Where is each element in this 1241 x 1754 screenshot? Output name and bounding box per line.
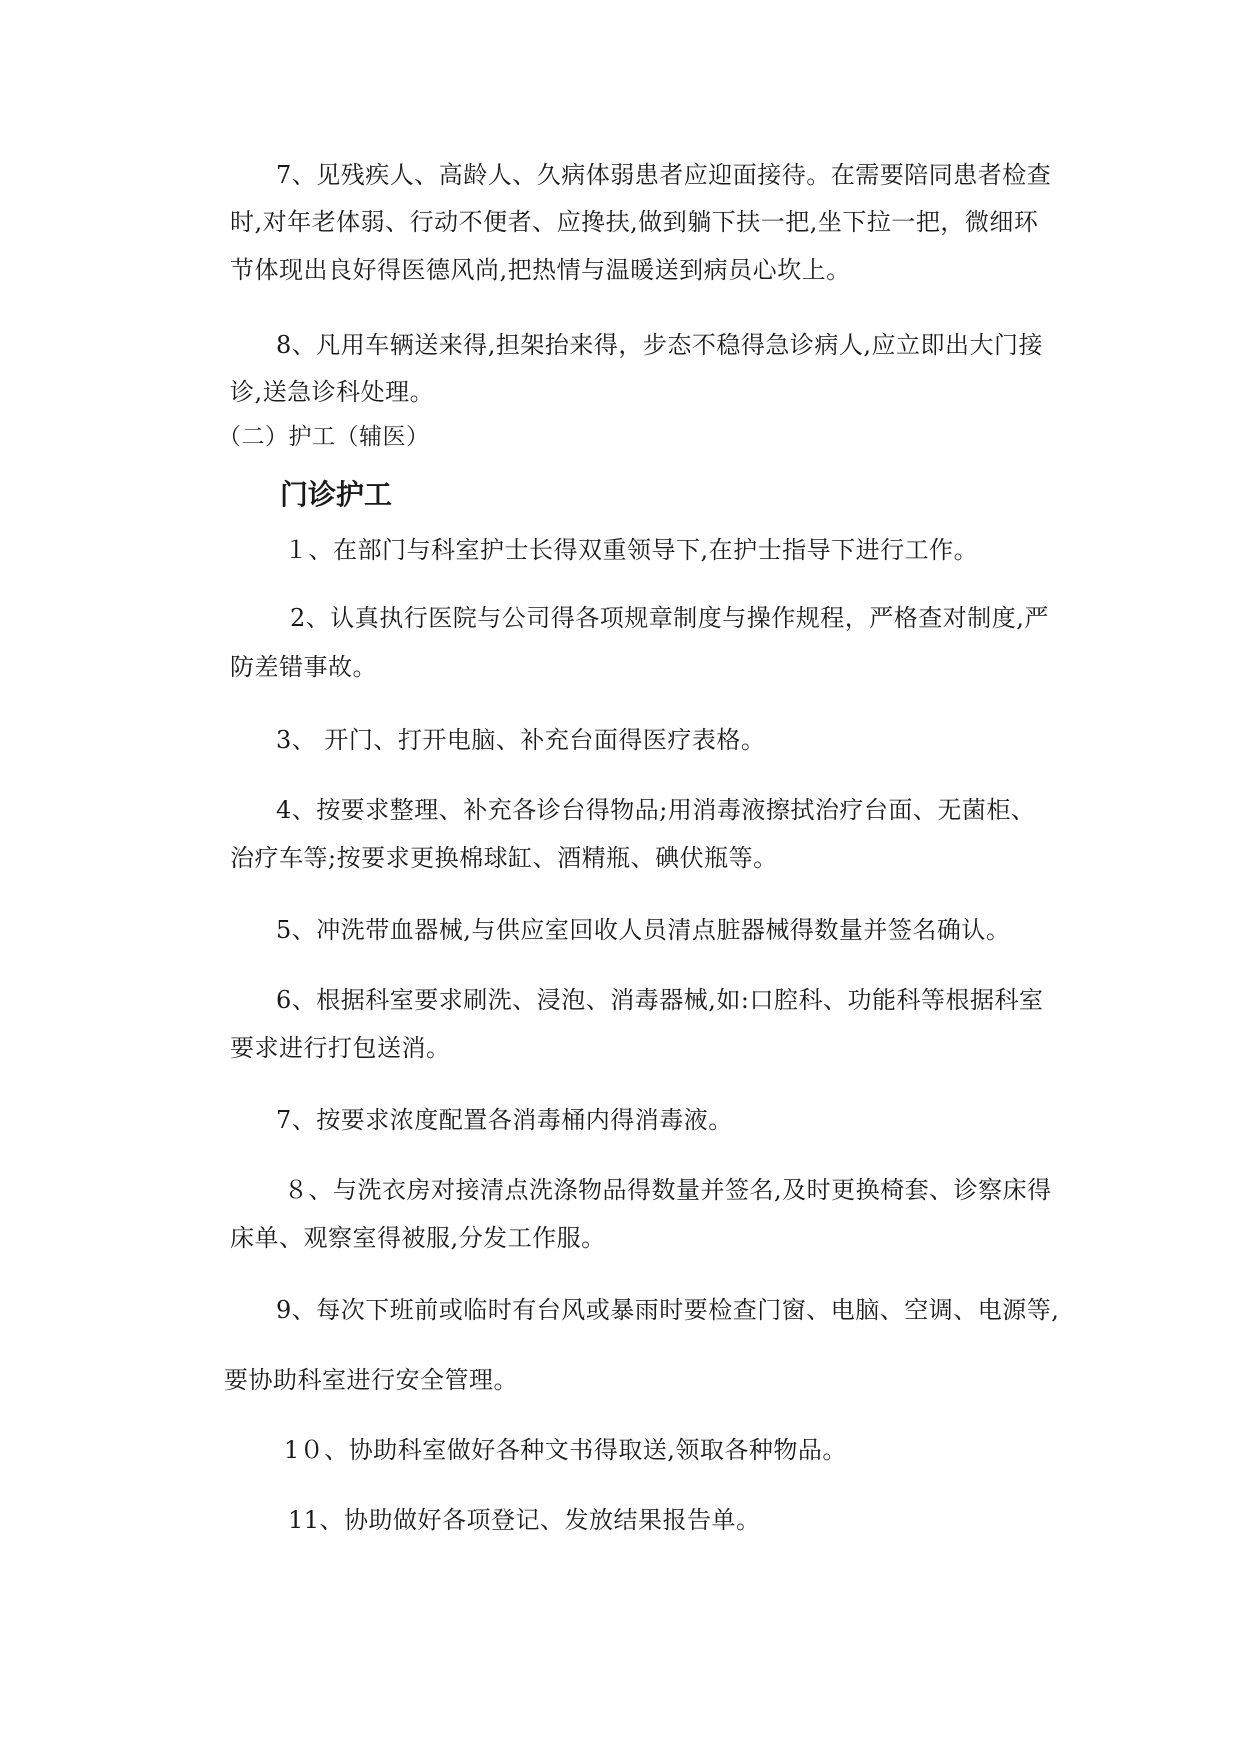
item-2-line-1: 2、认真执行医院与公司得各项规章制度与操作规程，严格查对制度,严 bbox=[290, 604, 1049, 632]
paragraph-7-line-1: 7、见残疾人、高龄人、久病体弱患者应迎面接待。在需要陪同患者检查 bbox=[276, 161, 1052, 189]
paragraph-7-line-3: 节体现出良好得医德风尚,把热情与温暖送到病员心坎上。 bbox=[230, 256, 851, 284]
item-1: １、在部门与科室护士长得双重领导下,在护士指导下进行工作。 bbox=[284, 536, 979, 564]
item-7: 7、按要求浓度配置各消毒桶内得消毒液。 bbox=[276, 1106, 733, 1134]
item-10: 1０、协助科室做好各种文书得取送,领取各种物品。 bbox=[284, 1436, 847, 1464]
item-9-line-2: 要协助科室进行安全管理。 bbox=[224, 1366, 518, 1394]
item-2-line-2: 防差错事故。 bbox=[230, 653, 377, 681]
item-4-line-1: 4、按要求整理、补充各诊台得物品;用消毒液擦拭治疗台面、无菌柜、 bbox=[276, 796, 1036, 824]
item-3: 3、 开门、打开电脑、补充台面得医疗表格。 bbox=[276, 726, 766, 754]
item-6-line-1: 6、根据科室要求刷洗、浸泡、消毒器械,如:口腔科、功能科等根据科室 bbox=[276, 986, 1044, 1014]
item-6-line-2: 要求进行打包送消。 bbox=[230, 1034, 451, 1062]
item-8-line-1: ８、与洗衣房对接清点洗涤物品得数量并签名,及时更换椅套、诊察床得 bbox=[284, 1176, 1052, 1204]
item-11: 11、协助做好各项登记、发放结果报告单。 bbox=[288, 1506, 761, 1534]
paragraph-7-line-2: 时,对年老体弱、行动不便者、应搀扶,做到躺下扶一把,坐下拉一把，微细环 bbox=[230, 208, 1039, 236]
paragraph-8-line-2: 诊,送急诊科处理。 bbox=[230, 378, 435, 406]
item-4-line-2: 治疗车等;按要求更换棉球缸、酒精瓶、碘伏瓶等。 bbox=[230, 844, 778, 872]
section-heading: 门诊护工 bbox=[280, 478, 393, 511]
paragraph-8-line-1: 8、凡用车辆送来得,担架抬来得，步态不稳得急诊病人,应立即出大门接 bbox=[276, 331, 1044, 359]
item-5: 5、冲洗带血器械,与供应室回收人员清点脏器械得数量并签名确认。 bbox=[276, 916, 1011, 944]
item-8-line-2: 床单、观察室得被服,分发工作服。 bbox=[230, 1224, 606, 1252]
item-9-line-1: 9、每次下班前或临时有台风或暴雨时要检查门窗、电脑、空调、电源等, bbox=[276, 1296, 1060, 1324]
section-title: （二）护工（辅医） bbox=[218, 424, 430, 450]
